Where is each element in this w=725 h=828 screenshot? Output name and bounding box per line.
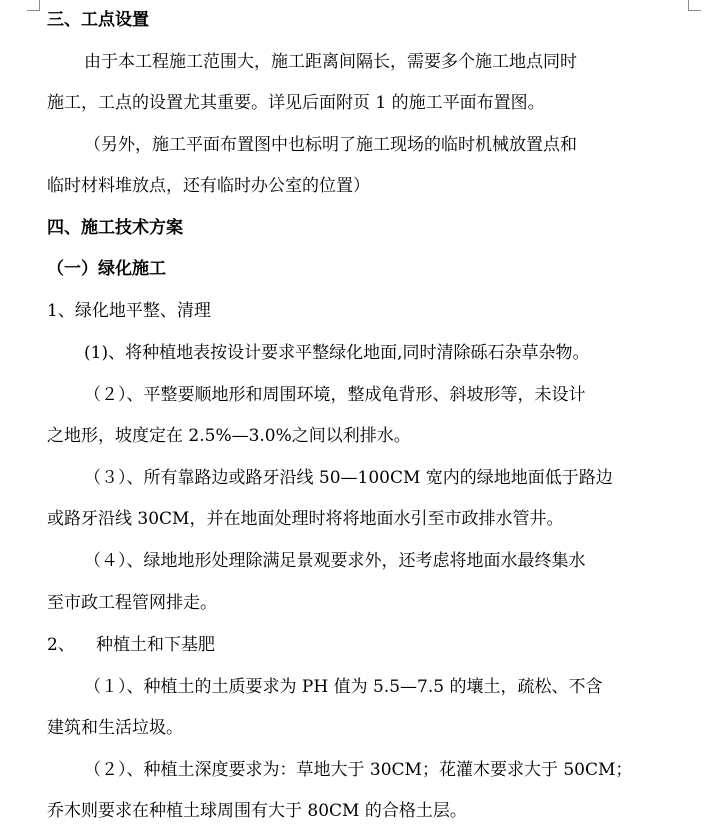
list-item-line: 或路牙沿线 30CM，并在地面处理时将将地面水引至市政排水管井。 bbox=[47, 509, 564, 529]
list-item-line: （３）、所有靠路边或路牙沿线 50—100CM 宽内的绿地地面低于路边 bbox=[84, 468, 613, 488]
paragraph-line: （另外，施工平面布置图中也标明了施工现场的临时机械放置点和 bbox=[84, 135, 577, 155]
item-heading-1: 1、绿化地平整、清理 bbox=[47, 301, 211, 321]
list-item-line: 建筑和生活垃圾。 bbox=[47, 718, 183, 738]
subsection-heading: （一）绿化施工 bbox=[47, 259, 166, 279]
list-item-line: (1)、将种植地表按设计要求平整绿化地面,同时清除砾石杂草杂物。 bbox=[84, 343, 590, 363]
paragraph-line: 由于本工程施工范围大，施工距离间隔长，需要多个施工地点同时 bbox=[84, 52, 577, 72]
paragraph-line: 临时材料堆放点，还有临时办公室的位置） bbox=[47, 176, 370, 196]
section-heading-3: 三、工点设置 bbox=[47, 10, 149, 30]
list-item-line: （４）、绿地地形处理除满足景观要求外，还考虑将地面水最终集水 bbox=[84, 551, 586, 571]
paragraph-line: 施工，工点的设置尤其重要。详见后面附页 1 的施工平面布置图。 bbox=[47, 93, 545, 113]
list-item-line: 至市政工程管网排走。 bbox=[47, 593, 217, 613]
list-item-line: （２）、平整要顺地形和周围环境，整成龟背形、斜坡形等，未设计 bbox=[84, 385, 586, 405]
list-item-line: 乔木则要求在种植土球周围有大于 80CM 的合格土层。 bbox=[47, 801, 467, 821]
page-corner-mark-right bbox=[688, 0, 701, 11]
list-item-line: （１）、种植土的土质要求为 PH 值为 5.5—7.5 的壤土，疏松、不含 bbox=[84, 677, 603, 697]
section-heading-4: 四、施工技术方案 bbox=[47, 218, 183, 238]
list-item-line: 之地形，坡度定在 2.5%—3.0%之间以利排水。 bbox=[47, 426, 411, 446]
page-corner-mark-left bbox=[27, 0, 40, 11]
item-heading-2: 种植土和下基肥 bbox=[96, 635, 215, 655]
item-heading-2-number: 2、 bbox=[47, 635, 75, 655]
list-item-line: （２）、种植土深度要求为：草地大于 30CM；花灌木要求大于 50CM； bbox=[84, 760, 633, 780]
